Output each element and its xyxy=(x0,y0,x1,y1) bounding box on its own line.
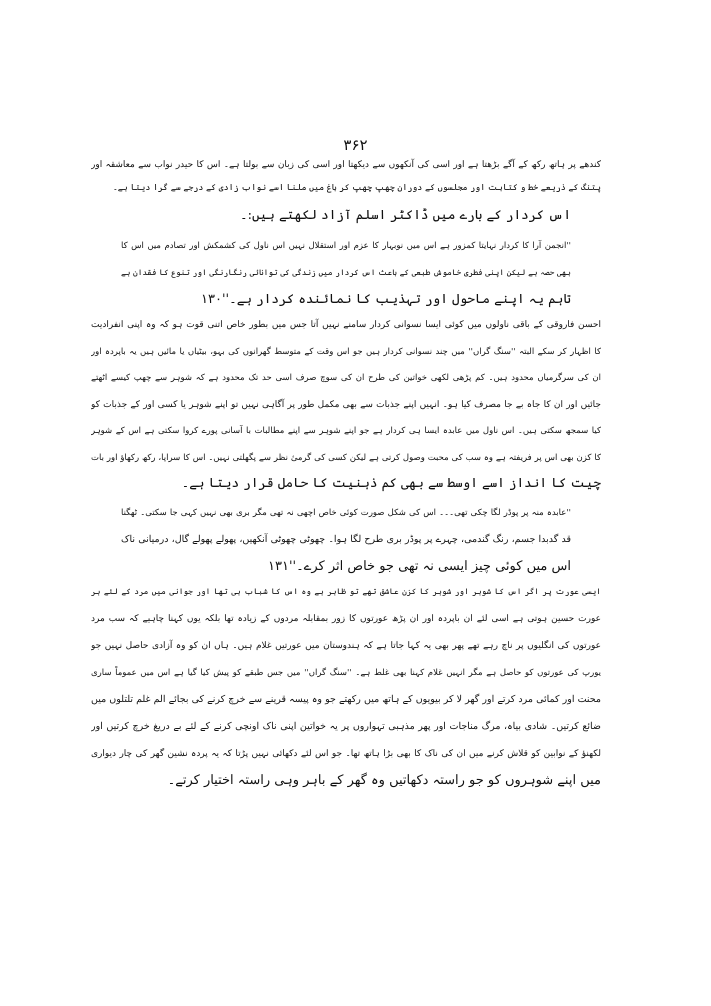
text-line: عورتوں کی انگلیوں پر ناچ رہے تھے پھر بھی یہ کہا جاتا ہے کہ ہندوستان میں عورتیں غلام ہیں۔ ہاں ان کو وہ آزادی حاصل نہیں جو xyxy=(91,641,601,651)
text-line: لکھنؤ کے نوابین کو قلاش کرنے میں ان کی ناک کا بھی بڑا ہاتھ تھا۔ جو اس لئے دکھائی نہیں پڑتا کہ یہ پردہ نشین گھر کی چار دیواری xyxy=(91,749,601,759)
text-line: جائیں اور ان کا جاہ بے جا مصرف کیا ہو۔ انہیں اپنے جذبات سے بھی مکمل طور پر آگاہی نہیں تو اپنے شوہر یا کسی اور کے جذبات کو xyxy=(91,400,601,410)
quote-line: ''عابدہ منہ پر پوڈر لگا چکی تھی۔۔۔ اس کی شکل صورت کوئی خاص اچھی نہ تھی مگر بری بھی نہیں کہی جا سکتی۔ ٹھگنا xyxy=(121,508,571,518)
quote-line: تاہم یہ اپنے ماحول اور تہذیب کا نمائندہ کردار ہے۔''۱۳۰ xyxy=(201,292,571,307)
text-line: ان کی سرگرمیاں محدود ہیں۔ کم پڑھی لکھی خواتین کی طرح ان کی سوچ صرف اسی حد تک محدود ہے کہ شوہر سے چھپ کیسے اٹھتے xyxy=(91,373,601,383)
text-line: اس کردار کے بارے میں ڈاکٹر اسلم آزاد لکھتے ہیں:۔ xyxy=(239,208,571,223)
text-line: چیت کا انداز اسے اوسط سے بھی کم ذہنیت کا حامل قرار دیتا ہے۔ xyxy=(181,476,601,491)
text-line: کیا سمجھ سکتی ہیں۔ اس ناول میں عابدہ ایسا ہی کردار ہے جو اپنے شوہر سے اپنے مطالبات با آسانی پورے کروا سکتی ہے اس کے شوہر xyxy=(91,426,601,436)
text-line: کا اظہار کر سکے البتہ ''سنگ گراں'' میں چند نسوانی کردار ہیں جو اس وقت کے متوسط گھرانوں کی بہو، بیٹیاں یا مائیں ہیں یہ باپردہ اور xyxy=(91,347,601,357)
quote-line: ''انجمن آرا کا کردار نہایتا کمزور ہے اس میں نوبہار کا عزم اور استقلال نہیں اس ناول کی کشمکش اور تصادم میں اس کا xyxy=(121,241,571,251)
quote-line: قد گدبدا جسم، رنگ گندمی، چہرے پر پوڈر بری طرح لگا ہوا۔ چھوٹی چھوٹی آنکھیں، پھولے پھولے گال، درمیانی ناک xyxy=(121,534,571,545)
text-line: یورپ کی عورتوں کو حاصل ہے مگر انہیں غلام کہنا بھی غلط ہے۔ ''سنگ گراں'' میں جس طبقے کو پیش کیا گیا ہے اس میں عموماً ساری xyxy=(91,668,601,678)
text-line: عورت حسین ہوتی ہے اسی لئے ان باپردہ اور ان پڑھ عورتوں کا زور بمقابلہ مردوں کے زیادہ تھا بلکہ یوں کہنا چاہیے کہ سب مرد xyxy=(91,614,601,624)
text-line: کندھے پر ہاتھ رکھ کے آگے بڑھتا ہے اور اسی کی آنکھوں سے دیکھتا اور اسی کی زبان سے بولتا ہے۔ اس کا حیدر نواب سے معاشقہ اور xyxy=(91,160,601,170)
quote-line: اس میں کوئی چیز ایسی نہ تھی جو خاص اثر کرے۔''۱۳۱ xyxy=(268,559,571,574)
quote-line: بھی حصہ ہے لیکن اپنی فطری خاموش طبعی کے باعث اس کردار میں زندگی کی توانائی رنگارنگی اور تنوع کا فقدان ہے xyxy=(121,268,571,277)
text-line: ضائع کرتیں۔ شادی بیاہ، مرگ مناجات اور پھر مذہبی تہواروں پر یہ خواتین اپنی ناک اونچی کرنے کے لئے بے دریغ خرچ کرتیں اور xyxy=(91,721,601,732)
text-line: محنت اور کمائی مرد کرتے اور گھر لا کر بیویوں کے ہاتھ میں رکھتے جو وہ پیسہ قرینے سے خرچ کرنے کی بجائے الم غلم تلتلوں میں xyxy=(91,694,601,705)
page-number: ۳۶۲ xyxy=(343,136,368,154)
text-line: پتنگ کے ذریعے خط و کتابت اور مجلسوں کے دوران چھپ چھپ کر باغ میں ملنا اسے نواب زادی کے درجے سے گرا دیتا ہے۔ xyxy=(112,183,601,193)
text-line: ایسی عورت پر اگر اس کا شوہر اور شوہر کا کزن عاشق تھے تو ظاہر ہے وہ اس کا شباب ہی تھا اور جوانی میں مرد کے لئے ہر xyxy=(91,587,601,596)
text-line: احسن فاروقی کے باقی ناولوں میں کوئی ایسا نسوانی کردار سامنے نہیں آتا جس میں بطور خاص اتنی قوت ہو کہ وہ اپنی انفرادیت xyxy=(91,320,601,330)
text-line: کا کزن بھی اس پر فریفتہ ہے وہ سب کی محبت وصول کرتی ہے لیکن کسی کی گرمیٔ نظر سے پگھلتی نہیں۔ اس کا سراپا، رکھ رکھاؤ اور بات xyxy=(91,453,601,463)
text-line: میں اپنے شوہروں کو جو راستہ دکھاتیں وہ گھر کے باہر وہی راستہ اختیار کرتے۔ xyxy=(167,773,601,788)
